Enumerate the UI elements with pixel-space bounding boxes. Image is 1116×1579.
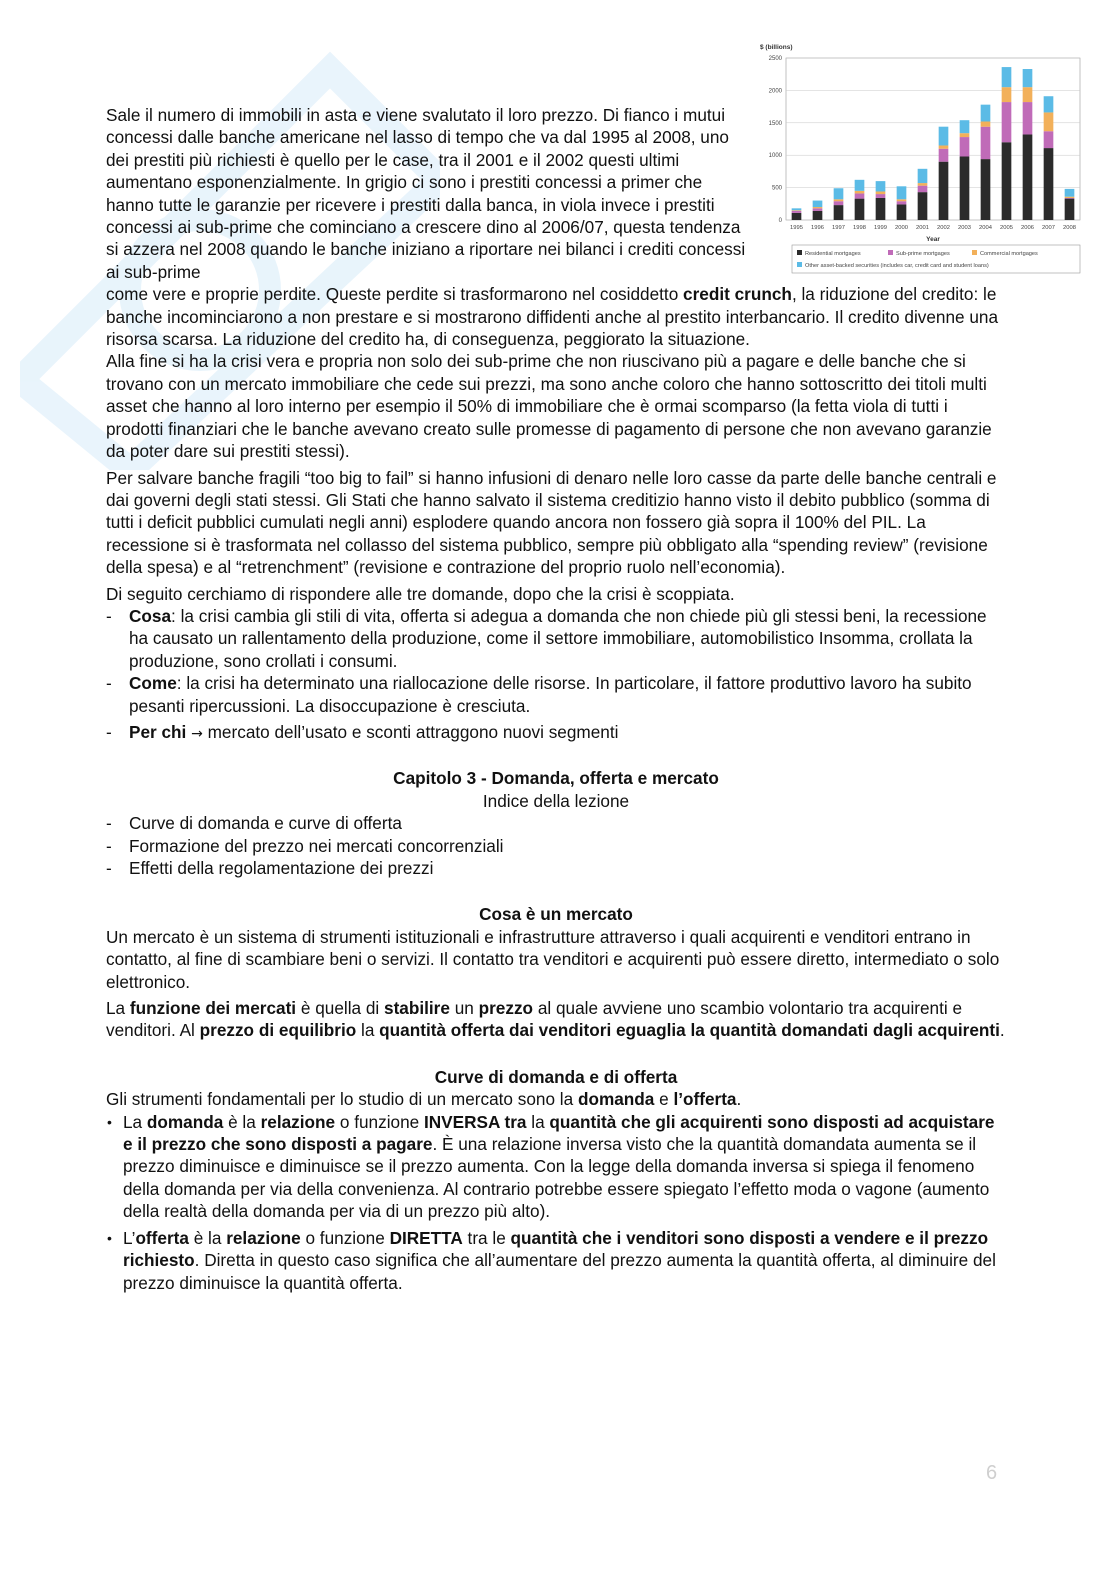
x-tick-label: 2006	[1021, 225, 1034, 231]
question-text: : la crisi cambia gli stili di vita, offerta si adegua a domanda che non chiede più gli stessi beni, la recessione ha causato un rallentamento della produzione, come il settore immobiliare, automobilistico Insomma, crollata la produzione, sono crollati i consumi.	[129, 605, 987, 671]
text-span: L’	[123, 1227, 136, 1248]
x-tick-label: 1997	[832, 225, 845, 231]
legend-label: Other asset-backed securities (includes car, credit card and student loans)	[805, 263, 989, 269]
bar-segment	[1002, 87, 1012, 102]
question-term: Per chi	[129, 721, 187, 742]
text-span: un	[449, 998, 479, 1019]
bar-segment	[1065, 189, 1075, 197]
text-span: è la	[223, 1111, 261, 1132]
list-item: - Formazione del prezzo nei mercati concorrenziali	[106, 835, 1006, 857]
question-term: Come	[129, 673, 177, 694]
text-span: la	[526, 1111, 550, 1132]
bold-span: domanda	[577, 1089, 655, 1110]
bold-span: quantità che i venditori sono disposti a vendere e il prezzo richiesto	[123, 1227, 989, 1271]
bold-span: stabilire	[384, 998, 450, 1019]
y-tick-label: 2000	[768, 88, 782, 95]
text-span: .	[736, 1089, 742, 1110]
page-number: 6	[986, 1462, 998, 1484]
x-tick-label: 2004	[979, 225, 992, 231]
bold-span: offerta	[135, 1227, 189, 1248]
list-item: - Curve di domanda e curve di offerta	[106, 812, 1006, 834]
x-tick-label: 2002	[937, 225, 950, 231]
chapter-title: Capitolo 3 - Domanda, offerta e mercato	[393, 768, 719, 789]
bar-segment	[1065, 197, 1075, 198]
bold-span: prezzo di equilibrio	[199, 1020, 357, 1041]
y-tick-label: 1000	[768, 153, 782, 160]
bold-span: relazione	[226, 1227, 301, 1248]
text-span: La	[123, 1111, 147, 1132]
bar-segment	[1023, 102, 1033, 134]
text-span: è quella di	[296, 998, 385, 1019]
y-tick-label: 2500	[768, 56, 782, 62]
text-span: . È una relazione inversa visto che la quantità domandata aumenta se il prezzo diminuisce e diminuisce se il prezzo aumenta. Con la legge della domanda inversa si spiega il fenomeno della domanda per via della convenienza. Al contrario potrebbe essere spiegato l’effetto moda o vagone (aumento della realtà della domanda per via di un prezzo più alto).	[123, 1134, 990, 1222]
list-item	[106, 1111, 1006, 1223]
bold-span: funzione dei mercati	[129, 998, 297, 1019]
bar-segment	[1002, 67, 1012, 87]
chapter-subtitle: Indice della lezione	[482, 790, 630, 811]
y-axis-label: $ (billions)	[760, 44, 793, 51]
text-span: al quale avviene uno scambio volontario tra acquirenti e venditori. Al	[106, 998, 963, 1041]
bold-span: prezzo	[478, 998, 534, 1019]
question-term: Cosa	[129, 605, 172, 626]
list-item	[106, 1227, 1006, 1294]
credit-crunch-paragraph	[106, 283, 1006, 350]
bold-span: relazione	[260, 1111, 336, 1132]
list-item	[106, 605, 1006, 672]
text-span: Gli strumenti fondamentali per lo studio di un mercato sono la	[106, 1089, 578, 1110]
curves-title: Curve di domanda e di offerta	[434, 1066, 678, 1087]
credit-text-c: , la riduzione del credito: le banche incominciarono a non prestare e si mostrarono diffidenti anche al prestito interbancario. Il credito divenne una risorsa scarsa. La riduzione del credito ha, di conseguenza, peggiorato la situazione.	[106, 284, 999, 350]
questions-list	[106, 605, 1006, 745]
y-tick-label: 1500	[768, 120, 782, 127]
intro-paragraph: Sale il numero di immobili in asta e viene svalutato il loro prezzo. Di fianco i mutui concessi dalle banche americane nel lasso di tempo che va dal 1995 al 2008, uno dei prestiti più richiesti è quello per le case, tra il 2001 e il 2002 questi ultimi aumentano esponenzialmente. In grigio ci sono i prestiti concessi a primer che hanno tutte le garanzie per ricevere i prestiti dalla banca, in viola invece i prestiti concessi ai sub-prime che cominciano a crescere dino al 2006/07, questa tendenza si azzera nel 2008 quando le banche iniziano a riportare nei bilanci i crediti concessi ai sub-prime	[106, 105, 746, 282]
list-item	[106, 672, 1006, 717]
text-span: è la	[188, 1227, 227, 1248]
bold-span: quantità che gli acquirenti sono disposti ad acquistare e il prezzo che sono disposti a pagare	[123, 1111, 995, 1155]
bold-span: INVERSA tra	[423, 1111, 527, 1132]
x-tick-label: 2007	[1042, 225, 1055, 231]
text-span: o funzione	[300, 1227, 390, 1248]
curves-list	[106, 1111, 1006, 1294]
bar-segment	[1044, 148, 1054, 220]
x-tick-label: 1999	[874, 225, 887, 231]
list-item	[106, 721, 1006, 745]
bar-segment	[1044, 112, 1054, 131]
curves-intro	[106, 1088, 1006, 1110]
text-span: .	[999, 1020, 1005, 1041]
y-tick-label: 0	[778, 218, 782, 224]
bold-span: DIRETTA	[389, 1227, 463, 1248]
x-tick-label: 1995	[790, 225, 803, 231]
credit-text-a: come vere e proprie perdite. Queste perdite si trasformarono nel cosiddetto	[106, 284, 684, 305]
x-tick-label: 2005	[1000, 225, 1013, 231]
bar-segment	[1044, 96, 1054, 112]
question-text: : la crisi ha determinato una riallocazione delle risorse. In particolare, il fattore produttivo lavoro ha subito pesanti ripercussioni. La disoccupazione è cresciuta.	[129, 673, 972, 716]
legend-label: Commercial mortgages	[980, 251, 1038, 257]
list-item: - Effetti della regolamentazione dei prezzi	[106, 857, 1006, 879]
chapter-header	[106, 767, 1006, 812]
legend-label: Sub-prime mortgages	[896, 251, 950, 257]
bold-span: domanda	[146, 1111, 224, 1132]
x-tick-label: 1996	[811, 225, 824, 231]
x-tick-label: 2000	[895, 225, 908, 231]
x-tick-label: 2001	[916, 225, 929, 231]
questions-intro: Di seguito cerchiamo di rispondere alle tre domande, dopo che la crisi è scoppiata.	[106, 583, 735, 604]
text-span: . Diretta in questo caso significa che all’aumentare del prezzo aumenta la quantità offerta, al diminuire del prezzo diminuisce la quantità offerta.	[123, 1250, 996, 1293]
bold-span: quantità offerta dai venditori eguaglia la quantità domandati dagli acquirenti	[379, 1020, 1000, 1041]
text-span: la	[356, 1020, 380, 1041]
credit-crunch-term: credit crunch	[683, 284, 792, 305]
bar-segment	[1065, 199, 1075, 220]
legend-label: Residential mortgages	[805, 251, 861, 257]
text-span: La	[106, 998, 130, 1019]
bar-segment	[1044, 131, 1054, 148]
bar-segment	[1065, 198, 1075, 199]
text-span: tra le	[462, 1227, 511, 1248]
main-content	[106, 104, 1006, 1294]
market-paragraph-1: Un mercato è un sistema di strumenti istituzionali e infrastrutture attraverso i quali acquirenti e venditori entrano in contatto, al fine di scambiare beni o servizi. Il contatto tra venditori e acquirenti può essere diretto, intermediato o solo elettronico.	[106, 926, 1000, 992]
bar-segment	[1023, 87, 1033, 102]
market-paragraph-2	[106, 997, 1006, 1042]
bold-span: l’offerta	[673, 1089, 737, 1110]
right-arrow-icon: →	[191, 725, 203, 742]
text-span: e	[654, 1089, 674, 1110]
y-tick-label: 500	[771, 185, 782, 192]
x-axis-label: Year	[926, 236, 940, 243]
bar-segment	[1023, 134, 1033, 220]
rescue-paragraph: Per salvare banche fragili “too big to fail” si hanno infusioni di denaro nelle loro casse da parte delle banche centrali e dai governi degli stati stessi. Gli Stati che hanno salvato il sistema creditizio hanno visto il debito pubblico (somma di tutti i deficit pubblici cumulati negli anni) esplodere quando ancora non fossero già sopra il 100% del PIL. La recessione si è trasformata nel collasso del sistema pubblico, sempre più obbligato alla “spending review” (revisione della spesa) e al “retrenchment” (revisione e contrazione del proprio ruolo nell’economia).	[106, 467, 997, 578]
x-tick-label: 2008	[1063, 225, 1076, 231]
question-text: mercato dell’usato e sconti attraggono nuovi segmenti	[202, 721, 619, 742]
crisis-paragraph: Alla fine si ha la crisi vera e propria non solo dei sub-prime che non riuscivano più a pagare e delle banche che si trovano con un mercato immobiliare che cede sui prezzi, ma sono anche coloro che hanno sottoscritto dei titoli multi asset che hanno al loro interno per esempio il 50% di immobiliare che è ormai scomparso (la fetta viola di tutti i prodotti finanziari che le banche avevano creato sulle promesse di pagamento di persone che non avevano garanzie da poter dare sui prestiti stessi).	[106, 351, 992, 462]
text-span: o funzione	[335, 1111, 424, 1132]
bar-segment	[1023, 69, 1033, 87]
x-tick-label: 1998	[853, 225, 866, 231]
market-title: Cosa è un mercato	[479, 904, 633, 925]
chapter-index	[106, 812, 1006, 879]
x-tick-label: 2003	[958, 225, 971, 231]
